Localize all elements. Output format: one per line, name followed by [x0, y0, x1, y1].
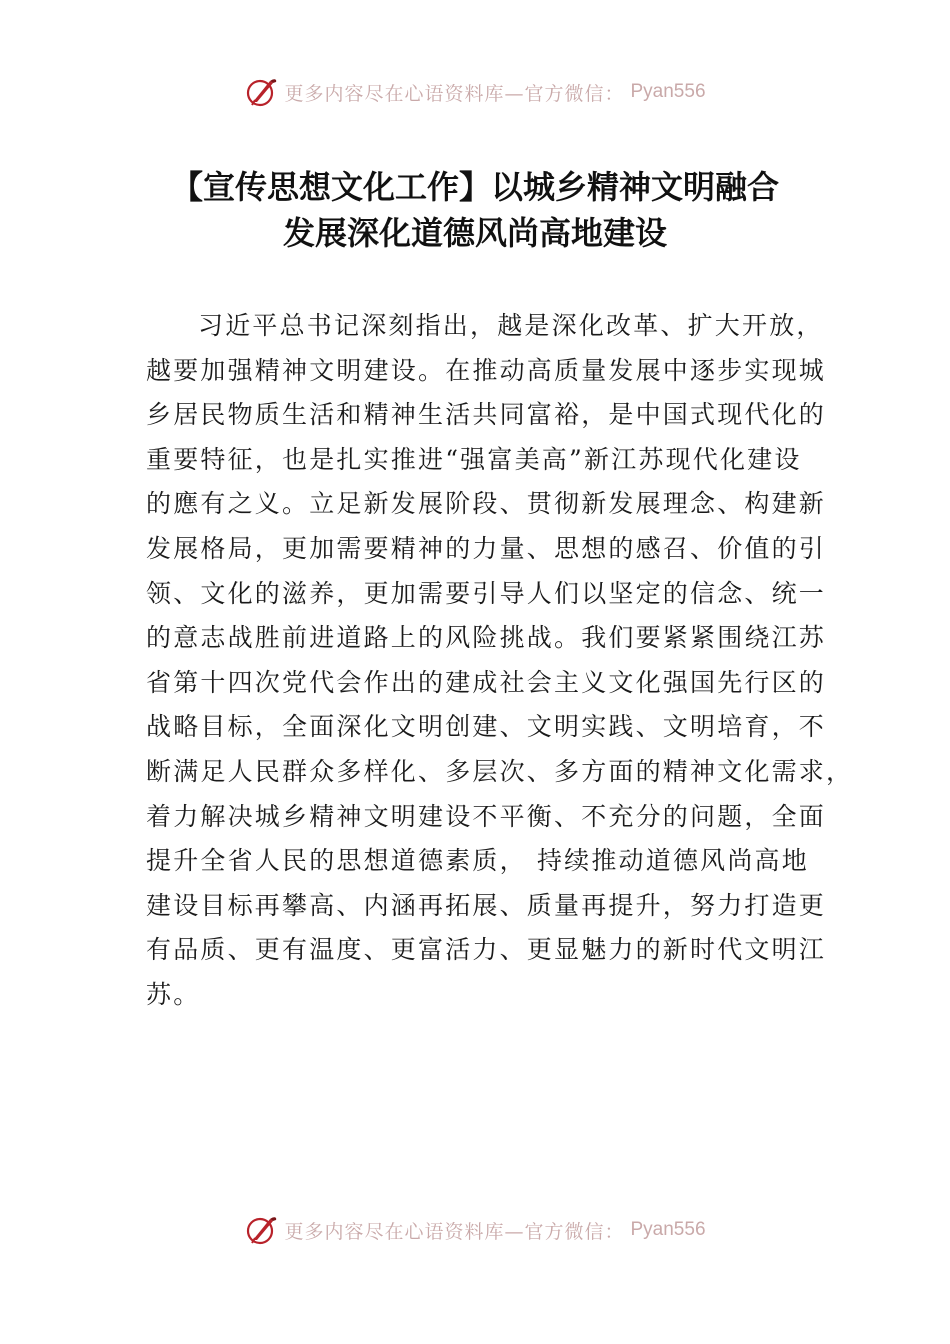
paragraph-line: 断满足人民群众多样化、多层次、多方面的精神文化需求， [146, 756, 854, 786]
title-line: 【宣传思想文化工作】以城乡精神文明融合 [170, 168, 779, 206]
paragraph-line: 越要加强精神文明建设。在推动高质量发展中逐步实现城 [146, 355, 827, 385]
banner-wechat-id: Pyan556 [630, 81, 706, 102]
paragraph-line: 习近平总书记深刻指出，越是深化改革、扩大开放， [198, 311, 824, 340]
banner-wechat-id: Pyan556 [630, 1219, 706, 1240]
document-body [146, 304, 854, 1018]
paragraph-line: 着力解决城乡精神文明建设不平衡、不充分的问题，全面 [146, 801, 827, 831]
paragraph-line: 提升全省人民的思想道德素质， 持续推动道德风尚高地 [146, 846, 809, 876]
quill-pen-logo-icon [244, 75, 278, 109]
paragraph-line: 的意志战胜前进道路上的风险挑战。我们要紧紧围绕江苏 [146, 623, 827, 653]
paragraph-line: 的應有之义。立足新发展阶段、贯彻新发展理念、构建新 [146, 489, 827, 519]
header-banner [0, 72, 950, 112]
paragraph-line: 建设目标再攀高、内涵再拓展、质量再提升，努力打造更 [146, 890, 827, 920]
paragraph-line: 有品质、更有温度、更富活力、更显魅力的新时代文明江 [146, 935, 827, 965]
title-line: 发展深化道德风尚高地建设 [282, 214, 667, 252]
footer-banner [0, 1210, 950, 1250]
paragraph-line: 战略目标，全面深化文明创建、文明实践、文明培育，不 [146, 712, 827, 742]
quill-pen-logo-icon [244, 1213, 278, 1247]
paragraph-line: 苏。 [146, 979, 201, 1009]
document-title [100, 164, 850, 256]
paragraph-line: 领、文化的滋养，更加需要引导人们以坚定的信念、统一 [146, 578, 827, 608]
banner-text: 更多内容尽在心语资料库—官方微信： [284, 1220, 625, 1243]
banner-text: 更多内容尽在心语资料库—官方微信： [284, 82, 625, 105]
paragraph-line: 发展格局，更加需要精神的力量、思想的感召、价值的引 [146, 533, 827, 563]
paragraph-line: 乡居民物质生活和精神生活共同富裕，是中国式现代化的 [146, 400, 827, 430]
paragraph-line: 重要特征，也是扎实推进“强富美高”新江苏现代化建设 [146, 444, 802, 474]
paragraph-line: 省第十四次党代会作出的建成社会主义文化强国先行区的 [146, 667, 827, 697]
